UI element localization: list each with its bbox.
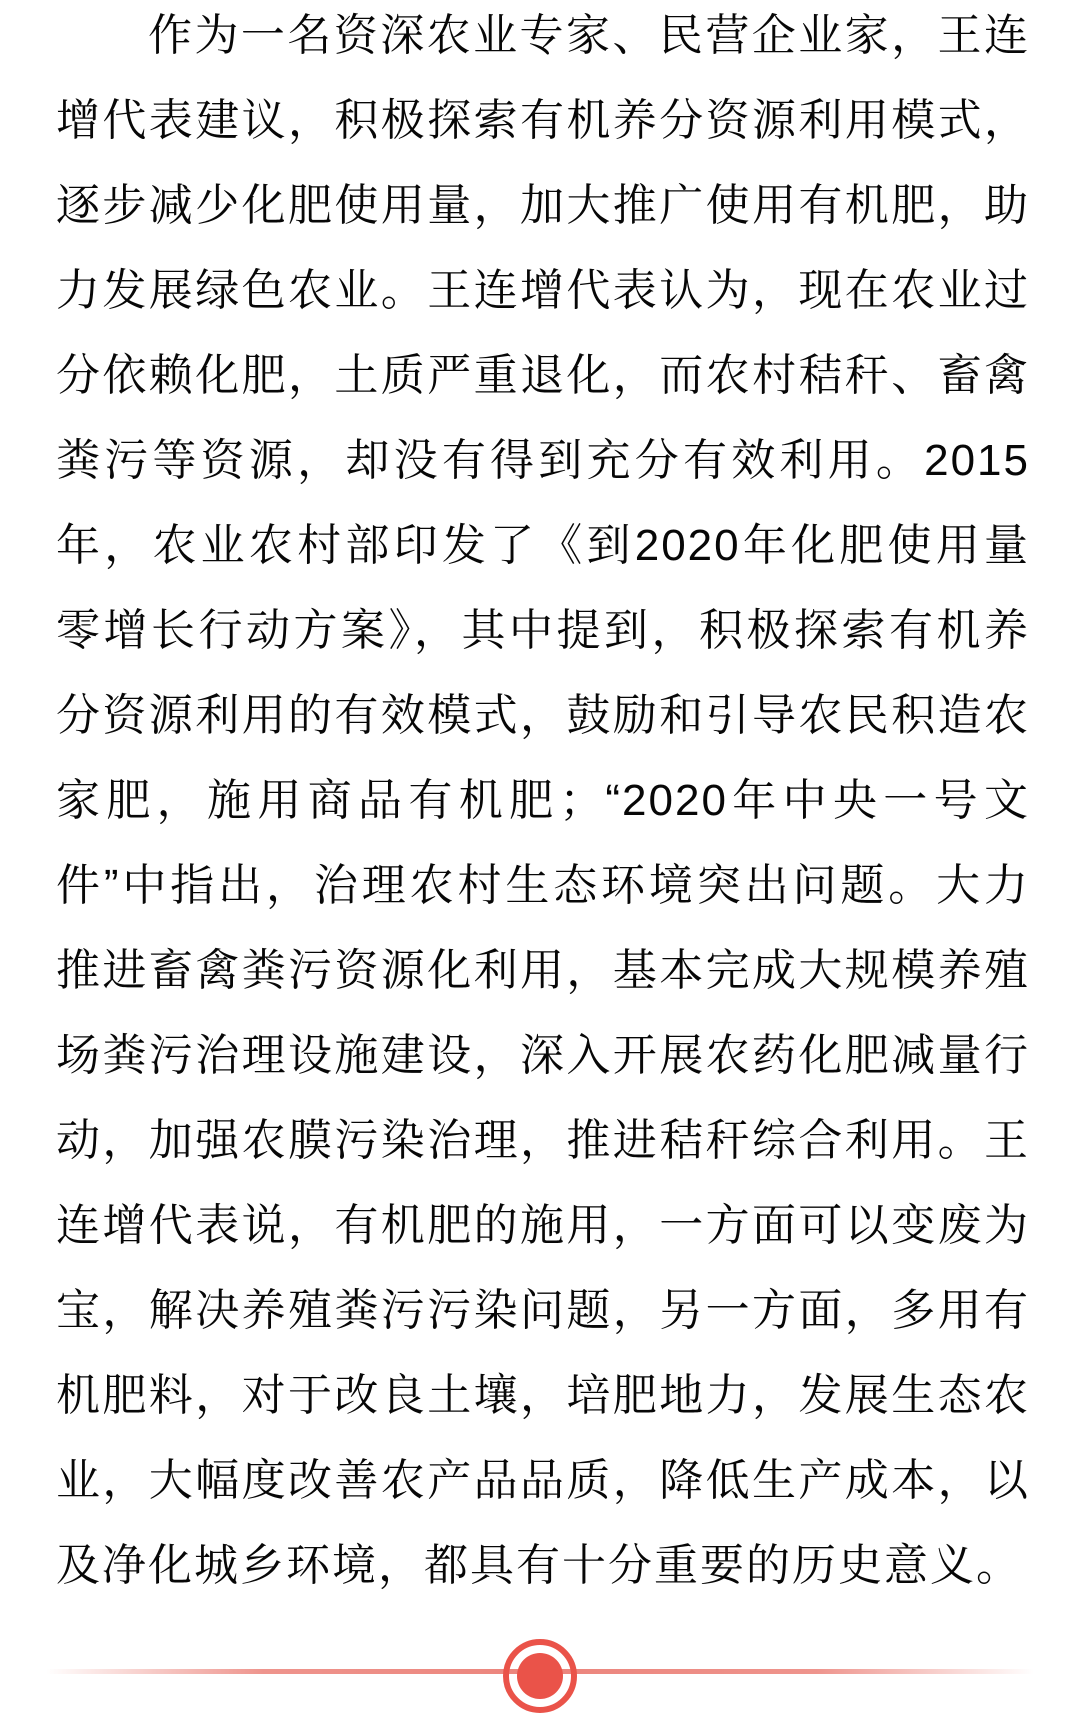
- article-paragraph: 作为一名资深农业专家、民营企业家，王连增代表建议，积极探索有机养分资源利用模式，逐步减少化肥使用量，加大推广使用有机肥，助力发展绿色农业。王连增代表认为，现在农业过分依赖化肥，土质严重退化，而农村秸秆、畜禽粪污等资源，却没有得到充分有效利用。2015年，农业农村部印发了《到2020年化肥使用量零增长行动方案》，其中提到，积极探索有机养分资源利用的有效模式，鼓励和引导农民积造农家肥，施用商品有机肥；“2020年中央一号文件”中指出，治理农村生态环境突出问题。大力推进畜禽粪污资源化利用，基本完成大规模养殖场粪污治理设施建设，深入开展农药化肥减量行动，加强农膜污染治理，推进秸秆综合利用。王连增代表说，有机肥的施用，一方面可以变废为宝，解决养殖粪污污染问题，另一方面，多用有机肥料，对于改良土壤，培肥地力，发展生态农业，大幅度改善农产品品质，降低生产成本，以及净化城乡环境，都具有十分重要的历史意义。: [56, 11, 1030, 1590]
- end-of-article-divider: [0, 1638, 1080, 1718]
- divider-dot-icon: [517, 1653, 563, 1699]
